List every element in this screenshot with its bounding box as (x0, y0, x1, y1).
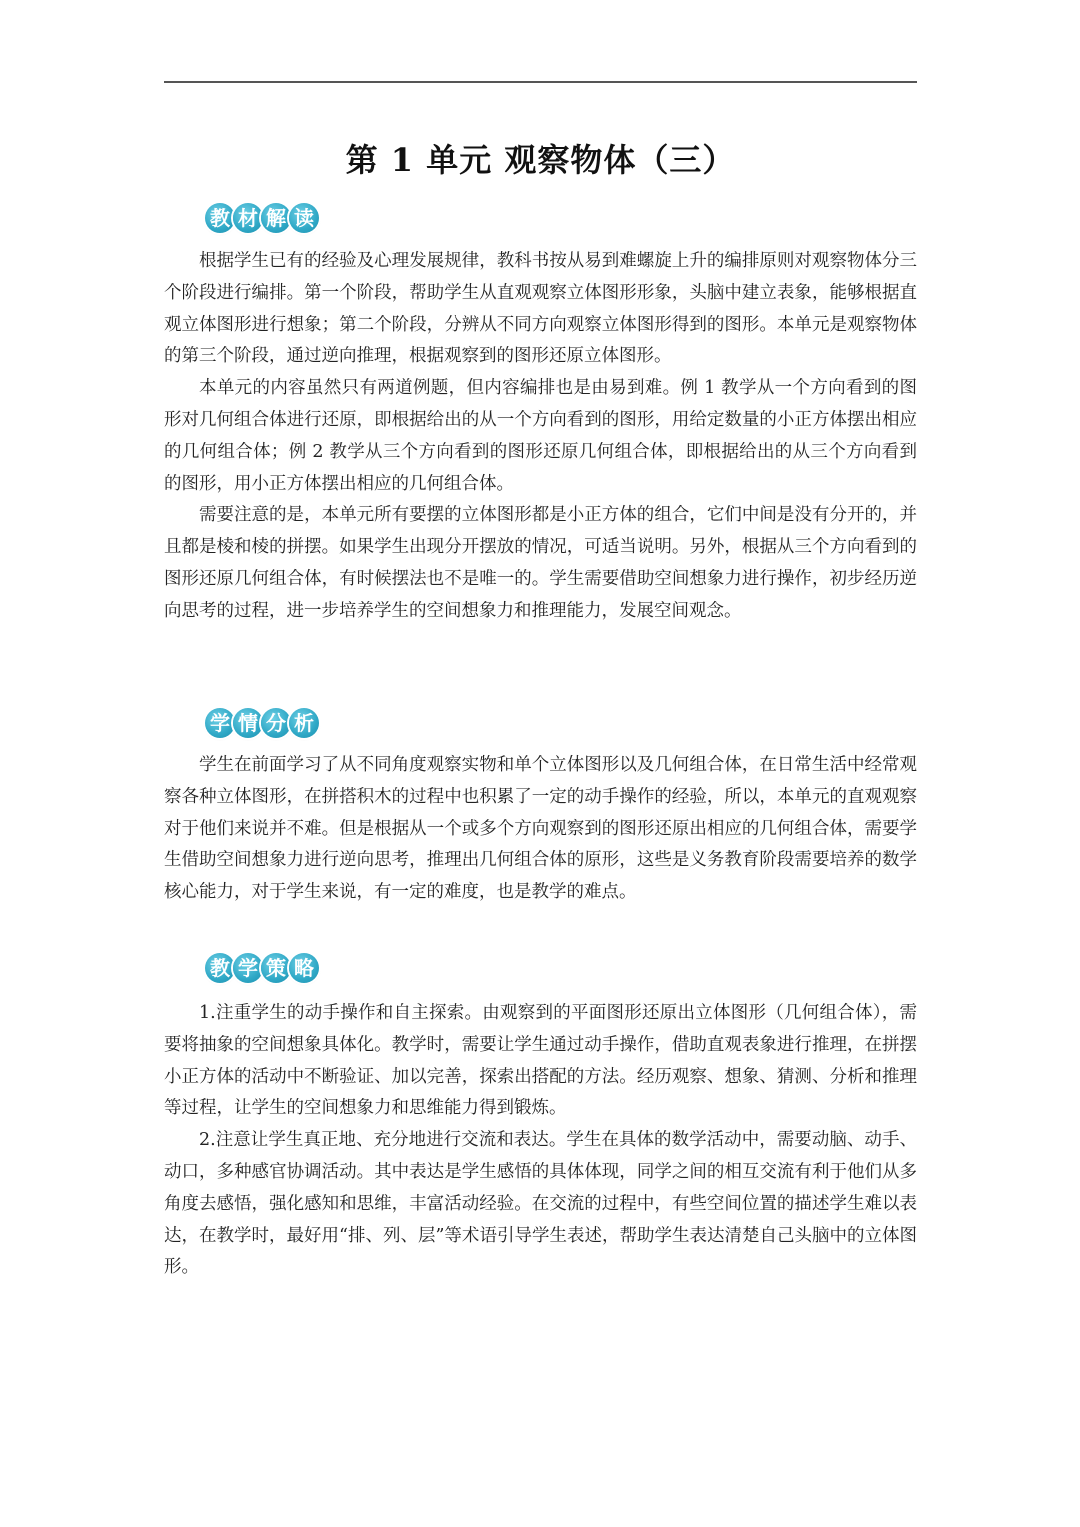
paragraph: 本单元的内容虽然只有两道例题，但内容编排也是由易到难。例 1 教学从一个方向看到的图形对几何组合体进行还原，即根据给出的从一个方向看到的图形，用给定数量的小正方体摆出相应的几何组合体；例 2 教学从三个方向看到的图形还原几何组合体，即根据给出的从三个方向看到的图形，用小正方体摆出相应的几何组合体。 (164, 378, 917, 494)
section-heading-teaching-strategy (205, 953, 317, 983)
paragraph: 学生在前面学习了从不同角度观察实物和单个立体图形以及几何组合体，在日常生活中经常观察各种立体图形，在拼搭积木的过程中也积累了一定的动手操作的经验，所以，本单元的直观观察对于他们来说并不难。但是根据从一个或多个方向观察到的图形还原出相应的几何组合体，需要学生借助空间想象力进行逆向思考，推理出几何组合体的原形，这些是义务教育阶段需要培养的数学核心能力，对于学生来说，有一定的难度，也是教学的难点。 (164, 755, 917, 903)
heading-char: 教 (205, 953, 235, 983)
section-heading-textbook-interpretation (205, 203, 317, 233)
paragraph: 根据学生已有的经验及心理发展规律，教科书按从易到难螺旋上升的编排原则对观察物体分三个阶段进行编排。第一个阶段，帮助学生从直观观察立体图形形象，头脑中建立表象，能够根据直观立体图形进行想象；第二个阶段，分辨从不同方向观察立体图形得到的图形。本单元是观察物体的第三个阶段，通过逆向推理，根据观察到的图形还原立体图形。 (164, 251, 917, 367)
heading-char: 读 (289, 203, 319, 233)
paragraph: 1.注重学生的动手操作和自主探索。由观察到的平面图形还原出立体图形（几何组合体），需要将抽象的空间想象具体化。教学时，需要让学生通过动手操作，借助直观表象进行推理，在拼摆小正方体的活动中不断验证、加以完善，探索出搭配的方法。经历观察、想象、猜测、分析和推理等过程，让学生的空间想象力和思维能力得到锻炼。 (164, 1003, 917, 1119)
heading-char: 解 (261, 203, 291, 233)
heading-char: 教 (205, 203, 235, 233)
header-rule (164, 81, 917, 83)
heading-char: 析 (289, 708, 319, 738)
heading-char: 策 (261, 953, 291, 983)
section-body-student-analysis (164, 750, 917, 909)
heading-char: 材 (233, 203, 263, 233)
heading-char: 情 (233, 708, 263, 738)
page-title: 第 1 单元 观察物体（三） (345, 141, 736, 179)
section-body-teaching-strategy (164, 998, 917, 1284)
section-heading-student-analysis (205, 708, 317, 738)
heading-char: 学 (205, 708, 235, 738)
section-body-textbook-interpretation (164, 246, 917, 628)
heading-char: 分 (261, 708, 291, 738)
heading-char: 学 (233, 953, 263, 983)
paragraph: 2.注意让学生真正地、充分地进行交流和表达。学生在具体的数学活动中，需要动脑、动手、动口，多种感官协调活动。其中表达是学生感悟的具体体现，同学之间的相互交流有利于他们从多角度去感悟，强化感知和思维，丰富活动经验。在交流的过程中，有些空间位置的描述学生难以表达，在教学时，最好用“排、列、层”等术语引导学生表述，帮助学生表达清楚自己头脑中的立体图形。 (164, 1130, 917, 1278)
heading-char: 略 (289, 953, 319, 983)
paragraph: 需要注意的是，本单元所有要摆的立体图形都是小正方体的组合，它们中间是没有分开的，并且都是棱和棱的拼摆。如果学生出现分开摆放的情况，可适当说明。另外，根据从三个方向看到的图形还原几何组合体，有时候摆法也不是唯一的。学生需要借助空间想象力进行操作，初步经历逆向思考的过程，进一步培养学生的空间想象力和推理能力，发展空间观念。 (164, 505, 917, 621)
